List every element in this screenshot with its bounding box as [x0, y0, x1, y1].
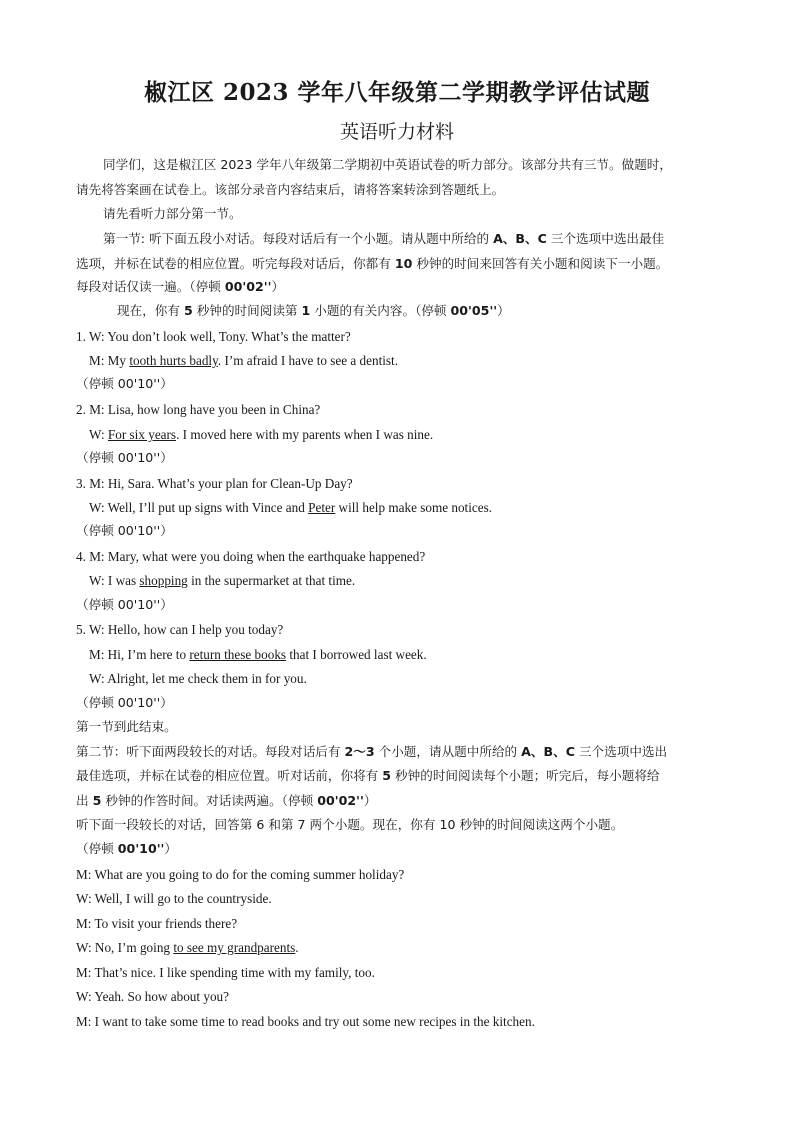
text: . I moved here with my parents when I was nine. — [176, 427, 434, 442]
long-dialogue-line-7: M: I want to take some time to read books and try out some new recipes in the kitchen. — [76, 1014, 535, 1029]
page-title: 椒江区 2023 学年八年级第二学期教学评估试题 — [143, 79, 651, 106]
underlined-answer: return these books — [189, 647, 287, 662]
text: 个小题，请从题中所给的 — [374, 744, 522, 759]
options-abc: A、B、C — [521, 744, 575, 759]
text: ） — [271, 279, 285, 294]
q5-line-m — [89, 648, 427, 661]
text: 出 — [76, 793, 93, 808]
intro-line-3: 请先看听力部分第一节。 — [103, 206, 242, 221]
q4-line-w — [89, 574, 355, 587]
text: 第一节: 听下面五段小对话。每段对话后有一个小题。请从题中所给的 — [103, 231, 494, 246]
text: in the supermarket at that time. — [187, 573, 356, 588]
pause-5: （停顿 00'10''） — [76, 695, 173, 710]
text: . — [295, 940, 299, 955]
section1-instruction-2 — [76, 258, 668, 271]
text: ） — [363, 793, 377, 808]
section2-pause — [76, 843, 177, 856]
pause-time: 00'10'' — [117, 841, 165, 856]
number: 5 — [382, 768, 392, 783]
underlined-answer: Peter — [308, 500, 336, 515]
underlined-answer: tooth hurts badly — [129, 353, 218, 368]
long-dialogue-line-4 — [76, 941, 299, 954]
text: 秒钟的时间来回答有关小题和阅读下一小题。 — [412, 256, 669, 271]
text: 秒钟的时间阅读第 — [192, 303, 302, 318]
pause-4: （停顿 00'10''） — [76, 597, 173, 612]
text: W: — [89, 427, 108, 442]
q4-line-m: 4. M: Mary, what were you doing when the earthquake happened? — [76, 549, 426, 564]
text: 秒钟的作答时间。对话读两遍。（停顿 — [101, 793, 318, 808]
long-dialogue-line-3: M: To visit your friends there? — [76, 916, 238, 931]
intro-line-1: 同学们，这是椒江区 2023 学年八年级第二学期初中英语试卷的听力部分。该部分共有三节。做题时， — [103, 157, 672, 172]
q3-line-m: 3. M: Hi, Sara. What’s your plan for Clean-Up Day? — [76, 476, 353, 491]
text: W: No, I’m going — [76, 940, 174, 955]
pause-time: 00'02'' — [317, 793, 364, 808]
text: 选项，并标在试卷的相应位置。听完每段对话后，你都有 — [76, 256, 395, 271]
text: 三个选项中选出 — [574, 744, 668, 759]
number: 2～3 — [344, 744, 375, 759]
section1-instruction-4 — [117, 305, 510, 318]
section2-instruction-4: 听下面一段较长的对话，回答第 6 和第 7 两个小题。现在，你有 10 秒钟的时间阅读这两个小题。 — [76, 817, 624, 832]
q5-line-w2: W: Alright, let me check them in for you. — [89, 671, 307, 686]
text: （停顿 — [76, 841, 118, 856]
q5-line-w: 5. W: Hello, how can I help you today? — [76, 622, 284, 637]
text: ） — [164, 841, 178, 856]
q2-line-w — [89, 428, 433, 441]
q2-line-m: 2. M: Lisa, how long have you been in China? — [76, 402, 321, 417]
pause-3: （停顿 00'10''） — [76, 523, 173, 538]
pause-time: 00'02'' — [224, 279, 272, 294]
q3-line-w — [89, 501, 492, 514]
text: ） — [497, 303, 510, 318]
q1-line-m — [89, 354, 398, 367]
text: that I borrowed last week. — [286, 647, 427, 662]
page-subtitle: 英语听力材料 — [339, 121, 454, 143]
text: . I’m afraid I have to see a dentist. — [217, 353, 398, 368]
text: 最佳选项，并标在试卷的相应位置。听对话前，你将有 — [76, 768, 383, 783]
section1-end: 第一节到此结束。 — [76, 719, 177, 734]
pause-time: 00'05'' — [450, 303, 498, 318]
number: 5 — [92, 793, 102, 808]
text: M: My — [89, 353, 130, 368]
text: will help make some notices. — [335, 500, 492, 515]
q1-line-w: 1. W: You don’t look well, Tony. What’s the matter? — [76, 329, 351, 344]
long-dialogue-line-6: W: Yeah. So how about you? — [76, 989, 229, 1004]
long-dialogue-line-5: M: That’s nice. I like spending time with my family, too. — [76, 965, 375, 980]
long-dialogue-line-1: M: What are you going to do for the coming summer holiday? — [76, 867, 405, 882]
text: 秒钟的时间阅读每个小题；听完后，每小题将给 — [391, 768, 660, 783]
intro-line-2: 请先将答案画在试卷上。该部分录音内容结束后，请将答案转涂到答题纸上。 — [76, 182, 505, 197]
section2-instruction-1 — [76, 746, 667, 759]
number: 10 — [394, 256, 413, 271]
underlined-answer: shopping — [139, 573, 188, 588]
options-abc: A、B、C — [493, 231, 547, 246]
section1-instruction-3 — [76, 281, 284, 294]
underlined-answer: to see my grandparents — [173, 940, 296, 955]
text: 第二节：听下面两段较长的对话。每段对话后有 — [76, 744, 345, 759]
text: W: I was — [89, 573, 140, 588]
pause-1: （停顿 00'10''） — [76, 376, 173, 391]
section2-instruction-3 — [76, 795, 376, 808]
pause-2: （停顿 00'10''） — [76, 450, 173, 465]
text: 小题的有关内容。（停顿 — [310, 303, 451, 318]
text: W: Well, I’ll put up signs with Vince and — [89, 500, 309, 515]
number: 1 — [301, 303, 311, 318]
text: 每段对话仅读一遍。（停顿 — [76, 279, 225, 294]
section1-instruction-1 — [103, 233, 664, 246]
text: M: Hi, I’m here to — [89, 647, 190, 662]
underlined-answer: For six years — [107, 427, 177, 442]
text: 三个选项中选出最佳 — [546, 231, 665, 246]
number: 5 — [183, 303, 193, 318]
long-dialogue-line-2: W: Well, I will go to the countryside. — [76, 891, 272, 906]
text: 现在，你有 — [117, 303, 184, 318]
section2-instruction-2 — [76, 770, 660, 783]
